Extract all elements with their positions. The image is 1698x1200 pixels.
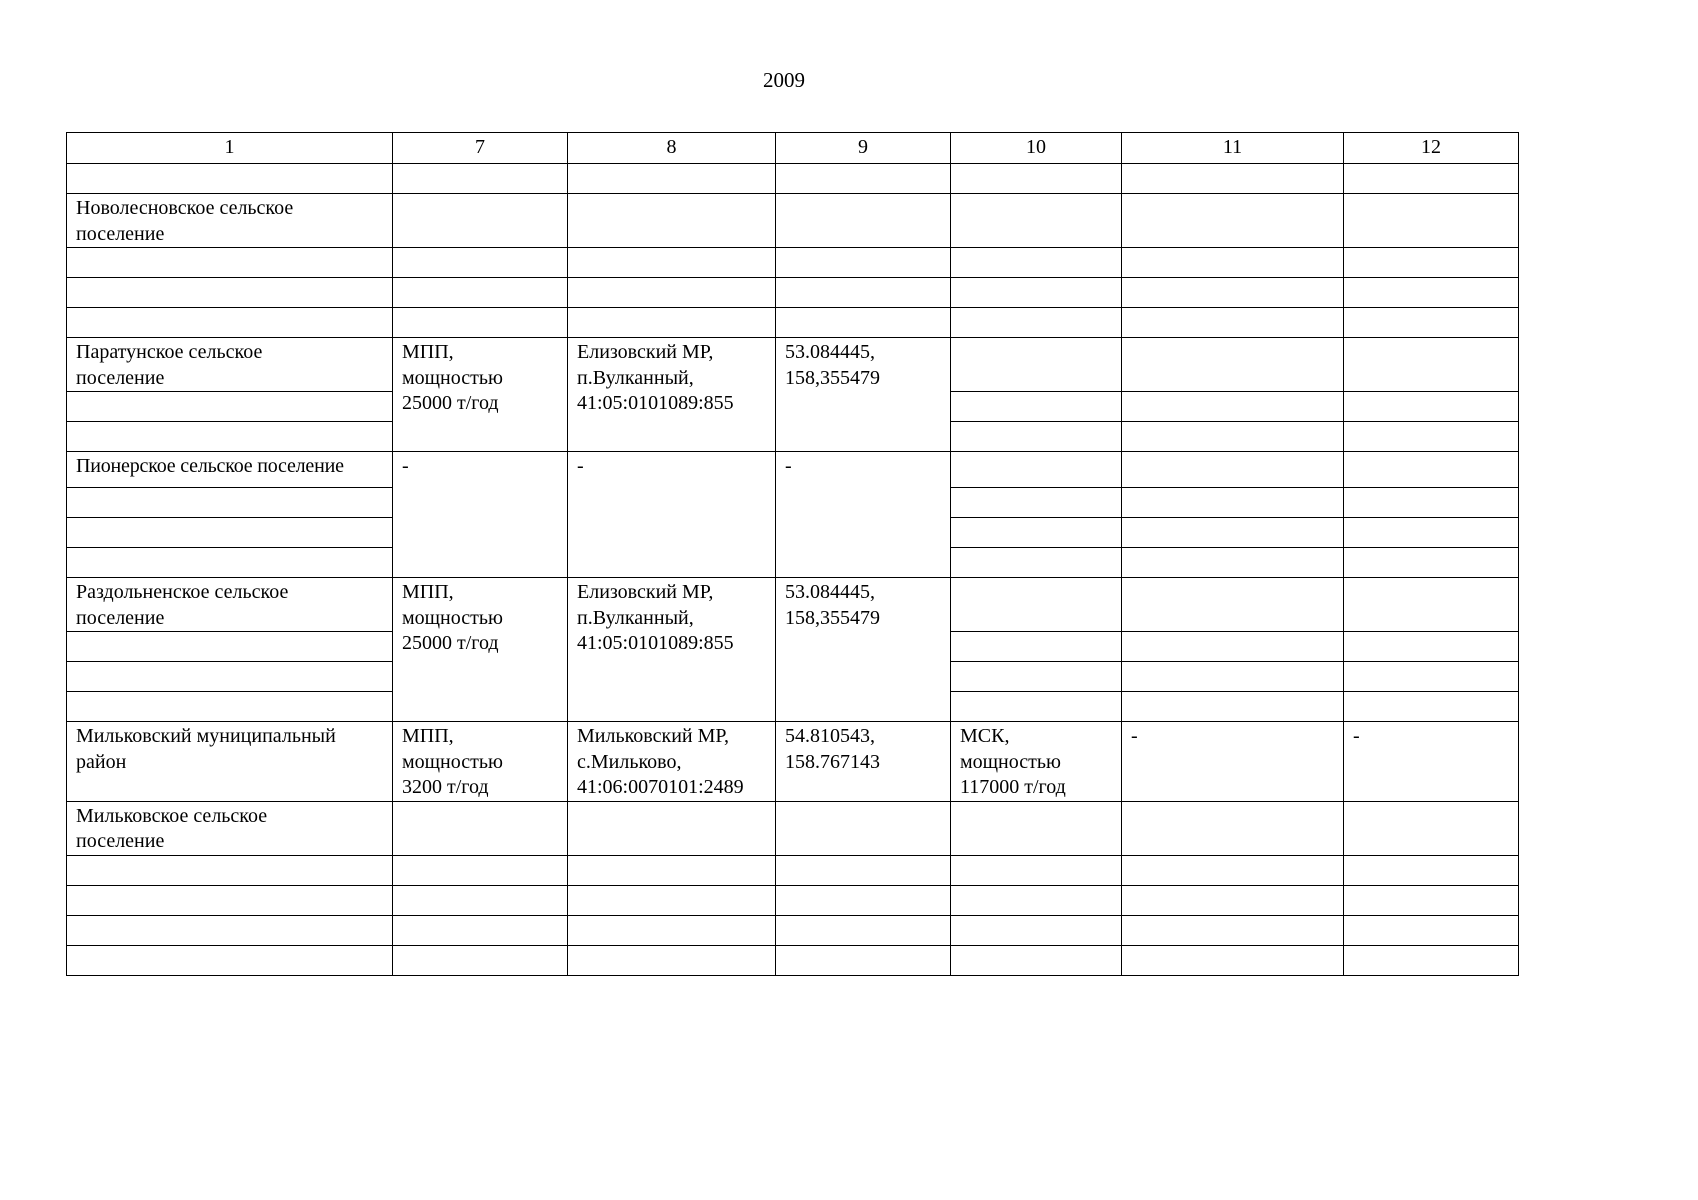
table-cell xyxy=(951,801,1122,855)
table-cell xyxy=(776,855,951,885)
table-row xyxy=(67,945,1519,975)
table-cell xyxy=(67,278,393,308)
table-cell xyxy=(1122,915,1344,945)
table-row xyxy=(67,338,1519,392)
table-cell xyxy=(1122,248,1344,278)
settlement-name: Мильковское сельское поселение xyxy=(76,804,268,852)
table-cell xyxy=(951,338,1122,392)
settlement-name: Паратунское сельское поселение xyxy=(76,341,263,389)
table-cell xyxy=(568,308,776,338)
table-cell xyxy=(393,308,568,338)
table-cell xyxy=(776,308,951,338)
settlement-name-cell xyxy=(67,578,393,632)
table-cell xyxy=(1344,548,1519,578)
table-cell xyxy=(951,248,1122,278)
table-cell xyxy=(393,945,568,975)
facility-type: МПП, мощностью 25000 т/год xyxy=(402,581,503,654)
table-cell xyxy=(393,278,568,308)
facility-type-cell xyxy=(393,722,568,802)
table-cell xyxy=(1344,194,1519,248)
table-cell xyxy=(1344,488,1519,518)
location-cell xyxy=(568,722,776,802)
table-cell xyxy=(776,278,951,308)
facility-type: МПП, мощностью 3200 т/год xyxy=(402,725,503,798)
facility-type-cell xyxy=(393,338,568,452)
table-cell xyxy=(1344,308,1519,338)
location-cell xyxy=(568,338,776,452)
table-cell xyxy=(951,692,1122,722)
table-cell xyxy=(393,801,568,855)
header-cell-9: 9 xyxy=(776,133,951,164)
table-cell xyxy=(1344,722,1519,802)
location: Мильковский МР, с.Мильково, 41:06:0070101:2489 xyxy=(577,725,744,798)
table-cell xyxy=(1122,662,1344,692)
table-row xyxy=(67,248,1519,278)
location: Елизовский МР, п.Вулканный, 41:05:0101089:855 xyxy=(577,581,734,654)
table-cell xyxy=(1122,278,1344,308)
table-cell xyxy=(67,915,393,945)
table-cell xyxy=(67,248,393,278)
table-cell xyxy=(951,308,1122,338)
coordinates: - xyxy=(785,455,792,477)
table-cell xyxy=(776,801,951,855)
table-cell xyxy=(568,801,776,855)
landfill: МСК, мощностью 117000 т/год xyxy=(960,725,1066,798)
table-cell xyxy=(1122,855,1344,885)
table-cell xyxy=(568,164,776,194)
table-cell xyxy=(1344,422,1519,452)
table-cell xyxy=(67,164,393,194)
table-cell xyxy=(1122,422,1344,452)
table-cell xyxy=(67,662,393,692)
table-cell xyxy=(1122,548,1344,578)
table-cell xyxy=(67,632,393,662)
table-cell xyxy=(393,915,568,945)
table-cell xyxy=(1344,518,1519,548)
table-cell xyxy=(951,885,1122,915)
table-cell xyxy=(951,194,1122,248)
table-cell xyxy=(951,452,1122,488)
table-row xyxy=(67,885,1519,915)
settlement-name-cell xyxy=(67,338,393,392)
table-cell xyxy=(1122,338,1344,392)
table-cell xyxy=(568,945,776,975)
settlement-name: Новолесновское сельское поселение xyxy=(76,197,294,245)
table-row xyxy=(67,308,1519,338)
table-cell xyxy=(67,855,393,885)
table-cell xyxy=(67,308,393,338)
table-cell xyxy=(1122,518,1344,548)
table-cell xyxy=(1344,692,1519,722)
table-cell xyxy=(776,164,951,194)
table-cell xyxy=(67,392,393,422)
table-cell xyxy=(67,945,393,975)
page-number: 2009 xyxy=(763,68,805,92)
table-cell xyxy=(393,164,568,194)
table-cell xyxy=(776,885,951,915)
table-cell xyxy=(393,194,568,248)
table-cell xyxy=(568,278,776,308)
table-cell xyxy=(1344,452,1519,488)
table-row xyxy=(67,452,1519,488)
table-cell xyxy=(1344,392,1519,422)
table-row xyxy=(67,194,1519,248)
table-cell xyxy=(776,945,951,975)
header-cell-12: 12 xyxy=(1344,133,1519,164)
table-cell xyxy=(568,194,776,248)
table-cell xyxy=(1122,488,1344,518)
table-cell xyxy=(951,662,1122,692)
table-cell xyxy=(1344,945,1519,975)
table-cell xyxy=(1344,915,1519,945)
table-cell xyxy=(568,885,776,915)
facility-type: МПП, мощностью 25000 т/год xyxy=(402,341,503,414)
table-cell xyxy=(776,248,951,278)
table-cell xyxy=(776,915,951,945)
table-cell xyxy=(67,422,393,452)
table-cell xyxy=(1122,392,1344,422)
table-cell xyxy=(1344,855,1519,885)
table-cell xyxy=(1344,801,1519,855)
table-cell xyxy=(568,915,776,945)
table-cell xyxy=(1344,248,1519,278)
table-row xyxy=(67,578,1519,632)
table-cell xyxy=(67,548,393,578)
table-cell xyxy=(951,392,1122,422)
table-cell xyxy=(1122,164,1344,194)
table-cell xyxy=(67,692,393,722)
table-cell xyxy=(1344,164,1519,194)
table-row xyxy=(67,801,1519,855)
table-cell xyxy=(568,855,776,885)
settlement-name: Пионерское сельское поселение xyxy=(76,455,344,477)
header-cell-10: 10 xyxy=(951,133,1122,164)
table-cell xyxy=(1122,801,1344,855)
table-cell xyxy=(1122,194,1344,248)
coordinates: 53.084445, 158,355479 xyxy=(785,581,880,629)
table-row xyxy=(67,855,1519,885)
table-cell xyxy=(1122,632,1344,662)
table-cell xyxy=(393,855,568,885)
table-cell xyxy=(951,422,1122,452)
location: - xyxy=(577,455,584,477)
table-cell xyxy=(951,632,1122,662)
coordinates: 54.810543, 158.767143 xyxy=(785,725,880,773)
table-cell xyxy=(951,164,1122,194)
table-cell xyxy=(951,915,1122,945)
table-cell xyxy=(951,578,1122,632)
table-cell xyxy=(1122,692,1344,722)
table-cell xyxy=(951,945,1122,975)
table-cell xyxy=(1122,722,1344,802)
table-cell xyxy=(1344,578,1519,632)
table-cell xyxy=(67,885,393,915)
table-cell xyxy=(1122,308,1344,338)
table-cell xyxy=(1122,885,1344,915)
settlement-name: Раздольненское сельское поселение xyxy=(76,581,289,629)
settlement-name-cell xyxy=(67,801,393,855)
coordinates-cell xyxy=(776,722,951,802)
settlement-name-cell xyxy=(67,194,393,248)
coordinates-cell xyxy=(776,338,951,452)
table-row xyxy=(67,722,1519,802)
table-cell xyxy=(393,248,568,278)
table-row xyxy=(67,915,1519,945)
table-cell xyxy=(1344,632,1519,662)
header-cell-11: 11 xyxy=(1122,133,1344,164)
header-cell-8: 8 xyxy=(568,133,776,164)
facility-type: - xyxy=(402,455,409,477)
table-cell xyxy=(67,518,393,548)
table-cell xyxy=(951,488,1122,518)
landfill-cell xyxy=(951,722,1122,802)
district-name: Мильковский муниципальный район xyxy=(76,725,336,773)
facility-type-cell xyxy=(393,452,568,578)
table-cell xyxy=(1344,338,1519,392)
table-cell xyxy=(951,518,1122,548)
table-cell xyxy=(67,488,393,518)
table-cell xyxy=(393,885,568,915)
table-cell xyxy=(1122,578,1344,632)
table-cell xyxy=(1344,662,1519,692)
coordinates-cell xyxy=(776,578,951,722)
table-cell xyxy=(1122,452,1344,488)
table-cell xyxy=(1344,885,1519,915)
table-cell xyxy=(568,248,776,278)
header-cell-1: 1 xyxy=(67,133,393,164)
table-cell xyxy=(951,855,1122,885)
table-cell xyxy=(1122,945,1344,975)
cell-dash: - xyxy=(1131,725,1138,747)
district-name-cell xyxy=(67,722,393,802)
location-cell xyxy=(568,578,776,722)
table-row xyxy=(67,278,1519,308)
location-cell xyxy=(568,452,776,578)
location: Елизовский МР, п.Вулканный, 41:05:0101089:855 xyxy=(577,341,734,414)
settlement-name-cell xyxy=(67,452,393,488)
coordinates: 53.084445, 158,355479 xyxy=(785,341,880,389)
table-cell xyxy=(951,278,1122,308)
facility-type-cell xyxy=(393,578,568,722)
table-cell xyxy=(776,194,951,248)
table-row xyxy=(67,164,1519,194)
table-cell xyxy=(1344,278,1519,308)
cell-dash: - xyxy=(1353,725,1360,747)
header-row xyxy=(67,133,1519,164)
coordinates-cell xyxy=(776,452,951,578)
header-cell-7: 7 xyxy=(393,133,568,164)
data-table xyxy=(66,132,1519,976)
table-cell xyxy=(951,548,1122,578)
